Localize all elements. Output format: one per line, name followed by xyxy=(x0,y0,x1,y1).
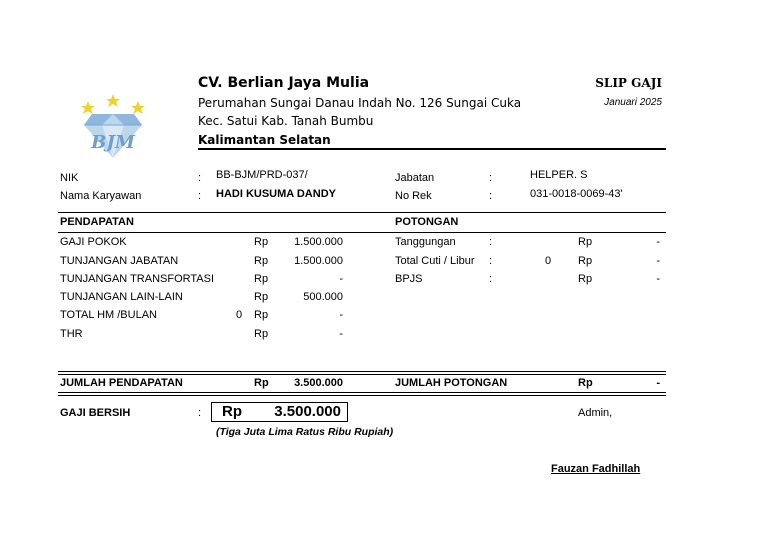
totals-bottom-border-2 xyxy=(58,395,666,396)
potongan-item-colon: : xyxy=(489,273,493,285)
norek-label: No Rek xyxy=(395,190,432,202)
employee-name-value: HADI KUSUMA DANDY xyxy=(216,188,336,200)
pendapatan-item-value: - xyxy=(339,273,343,285)
potongan-item-value: - xyxy=(656,236,660,248)
net-salary-colon: : xyxy=(198,407,202,419)
potongan-item-colon: : xyxy=(489,255,493,267)
pendapatan-item-qty: 0 xyxy=(236,309,243,321)
pendapatan-item-value: 1.500.000 xyxy=(294,255,343,267)
potongan-item-label: Tanggungan xyxy=(395,236,456,248)
potongan-item-label: Total Cuti / Libur xyxy=(395,255,475,267)
slip-period: Januari 2025 xyxy=(604,97,662,108)
potongan-item-currency: Rp xyxy=(578,236,593,248)
pendapatan-item-currency: Rp xyxy=(254,255,269,267)
potongan-item-currency: Rp xyxy=(578,255,593,267)
potongan-header: POTONGAN xyxy=(395,216,459,228)
pendapatan-item-currency: Rp xyxy=(254,291,269,303)
pendapatan-item-currency: Rp xyxy=(254,328,269,340)
employee-name-colon: : xyxy=(198,190,202,202)
potongan-item-label: BPJS xyxy=(395,273,423,285)
nik-label: NIK xyxy=(60,172,79,184)
pendapatan-item-label: THR xyxy=(60,328,83,340)
total-pendapatan-label: JUMLAH PENDAPATAN xyxy=(60,377,183,389)
header-divider xyxy=(198,148,666,150)
net-salary-value: 3.500.000 xyxy=(274,403,341,420)
net-salary-currency: Rp xyxy=(222,403,242,420)
total-potongan-currency: Rp xyxy=(578,377,593,389)
table-top-border xyxy=(58,212,666,213)
signature-role: Admin, xyxy=(578,407,613,419)
pendapatan-item-value: 500.000 xyxy=(303,291,343,303)
nik-value: BB-BJM/PRD-037/ xyxy=(216,169,308,181)
potongan-item-value: - xyxy=(656,255,660,267)
net-salary-in-words: (Tiga Juta Lima Ratus Ribu Rupiah) xyxy=(216,426,394,438)
employee-name-label: Nama Karyawan xyxy=(60,190,142,202)
jabatan-label: Jabatan xyxy=(395,172,435,184)
pendapatan-item-value: - xyxy=(339,328,343,340)
pendapatan-item-label: TUNJANGAN JABATAN xyxy=(60,255,179,267)
potongan-item-colon: : xyxy=(489,236,493,248)
total-potongan-value: - xyxy=(656,377,660,389)
potongan-item-currency: Rp xyxy=(578,273,593,285)
norek-value: 031-0018-0069-43' xyxy=(530,188,623,200)
total-potongan-label: JUMLAH POTONGAN xyxy=(395,377,508,389)
company-logo xyxy=(80,92,146,160)
norek-colon: : xyxy=(489,190,493,202)
company-address-line2: Kec. Satui Kab. Tanah Bumbu xyxy=(198,114,374,128)
company-name: CV. Berlian Jaya Mulia xyxy=(198,75,370,91)
pendapatan-item-label: TOTAL HM /BULAN xyxy=(60,309,157,321)
jabatan-colon: : xyxy=(489,172,493,184)
total-pendapatan-value: 3.500.000 xyxy=(294,377,343,389)
pendapatan-item-currency: Rp xyxy=(254,273,269,285)
totals-top-border-1 xyxy=(58,371,666,372)
signature-name: Fauzan Fadhillah xyxy=(551,463,641,475)
pendapatan-item-value: 1.500.000 xyxy=(294,236,343,248)
pendapatan-item-label: GAJI POKOK xyxy=(60,236,127,248)
company-address-line3: Kalimantan Selatan xyxy=(198,133,331,147)
slip-title: SLIP GAJI xyxy=(595,76,662,90)
nik-colon: : xyxy=(198,172,202,184)
pendapatan-item-currency: Rp xyxy=(254,309,269,321)
total-pendapatan-currency: Rp xyxy=(254,377,269,389)
totals-bottom-border-1 xyxy=(58,392,666,393)
totals-top-border-2 xyxy=(58,374,666,375)
pendapatan-header: PENDAPATAN xyxy=(60,216,134,228)
diamond-logo-icon xyxy=(80,92,146,160)
potongan-item-qty: 0 xyxy=(545,255,552,267)
net-salary-label: GAJI BERSIH xyxy=(60,407,131,419)
svg-text:BJM: BJM xyxy=(91,132,135,153)
pendapatan-item-value: - xyxy=(339,309,343,321)
pendapatan-item-label: TUNJANGAN LAIN-LAIN xyxy=(60,291,183,303)
pendapatan-item-label: TUNJANGAN TRANSFORTASI xyxy=(60,273,215,285)
potongan-item-value: - xyxy=(656,273,660,285)
pendapatan-item-currency: Rp xyxy=(254,236,269,248)
jabatan-value: HELPER. S xyxy=(530,169,588,181)
company-address-line1: Perumahan Sungai Danau Indah No. 126 Sungai Cuka xyxy=(198,96,522,110)
table-header-border xyxy=(58,232,666,233)
